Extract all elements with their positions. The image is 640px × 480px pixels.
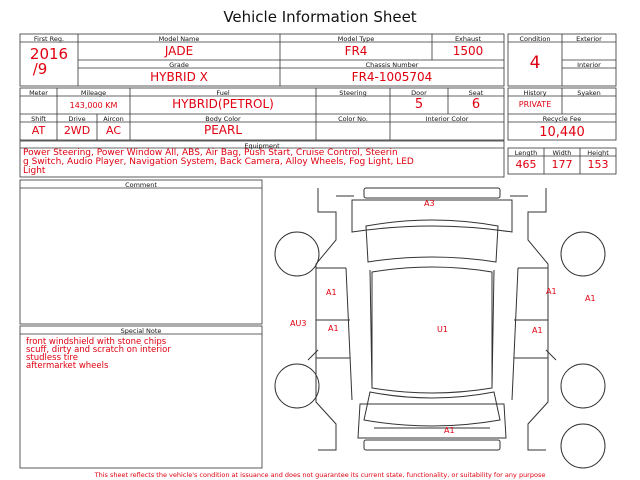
chassis-value: FR4-1005704	[351, 70, 433, 84]
fuel-value: HYBRID(PETROL)	[172, 97, 274, 111]
model-name-value: JADE	[164, 44, 194, 58]
equipment-line-3: Light	[23, 166, 46, 176]
model-type-label: Model Type	[337, 35, 375, 43]
recycle-fee-label: Recycle Fee	[542, 115, 582, 123]
condition-label: Condition	[519, 35, 551, 43]
wheel-left-rear	[275, 232, 319, 276]
first-reg-year: 2016	[29, 45, 69, 63]
width-value: 177	[551, 158, 573, 171]
seat-value: 6	[471, 97, 481, 112]
damage-mark-right-front-door: A1	[532, 326, 543, 335]
interior-color-label: Interior Color	[425, 115, 469, 123]
grade-value: HYBRID X	[150, 70, 208, 84]
equipment-line-1: Power Steering, Power Window All, ABS, Air Bag, Push Start, Cruise Control, Steerin	[23, 148, 398, 158]
damage-mark-rear: A3	[424, 199, 435, 208]
damage-mark-roof: U1	[437, 325, 448, 334]
fuel-label: Fuel	[216, 89, 230, 97]
exhaust-value: 1500	[452, 44, 484, 58]
exhaust-label: Exhaust	[454, 35, 482, 43]
recycle-fee-value: 10,440	[539, 125, 585, 140]
height-value: 153	[587, 158, 609, 171]
aircon-label: Aircon	[103, 115, 124, 123]
door-label: Door	[411, 89, 427, 97]
aircon-value: AC	[105, 124, 121, 137]
interior-label: Interior	[577, 61, 601, 69]
seat-label: Seat	[468, 89, 484, 97]
drive-label: Drive	[68, 115, 86, 123]
damage-mark-right-side: A1	[585, 294, 596, 303]
special-note-1: front windshield with stone chips	[26, 337, 167, 347]
chassis-label: Chassis Number	[365, 61, 419, 69]
condition-value: 4	[529, 53, 541, 73]
grade-label: Grade	[169, 61, 189, 69]
length-value: 465	[515, 158, 537, 171]
front-bumper	[364, 440, 500, 450]
damage-mark-left-rear-door: A1	[326, 288, 337, 297]
wheel-right-front	[561, 364, 605, 408]
door-value: 5	[414, 97, 424, 112]
spare-wheel	[561, 424, 605, 468]
shift-label: Shift	[31, 115, 46, 123]
damage-mark-right-rear-door: A1	[546, 287, 557, 296]
special-note-4: aftermarket wheels	[26, 361, 109, 371]
body-color-label: Body Color	[205, 115, 241, 123]
page-title: Vehicle Information Sheet	[223, 8, 417, 26]
history-value: PRIVATE	[518, 100, 552, 109]
shift-value: AT	[31, 124, 46, 137]
model-type-value: FR4	[344, 44, 368, 58]
equipment-label: Equipment	[244, 142, 280, 150]
steering-label: Steering	[339, 89, 367, 97]
length-label: Length	[514, 149, 538, 157]
damage-mark-left-side: AU3	[290, 319, 307, 328]
first-reg-label: First Reg.	[33, 35, 65, 43]
drive-value: 2WD	[63, 124, 91, 137]
damage-mark-front: A1	[444, 426, 455, 435]
special-note-label: Special Note	[120, 327, 162, 335]
wheel-left-front	[275, 364, 319, 408]
comment-label: Comment	[125, 181, 157, 189]
width-label: Width	[552, 149, 572, 157]
color-no-label: Color No.	[338, 115, 368, 123]
syaken-label: Syaken	[577, 89, 601, 97]
first-reg-month: /9	[32, 60, 48, 78]
model-name-label: Model Name	[158, 35, 200, 43]
special-note-2: scuff, dirty and scratch on interior	[26, 345, 171, 355]
body-color-value: PEARL	[203, 123, 243, 137]
history-label: History	[523, 89, 547, 97]
equipment-line-2: g Switch, Audio Player, Navigation System, Back Camera, Alloy Wheels, Fog Light, LED	[23, 157, 414, 167]
exterior-label: Exterior	[576, 35, 602, 43]
height-label: Height	[587, 149, 609, 157]
mileage-value: 143,000 KM	[69, 101, 118, 110]
wheel-right-rear	[561, 232, 605, 276]
special-note-3: studless tire	[26, 353, 78, 363]
meter-label: Meter	[29, 89, 48, 97]
footer-disclaimer: This sheet reflects the vehicle's condition at issuance and does not guarantee its current state, functionality, or suitability for any purpose	[94, 471, 546, 479]
mileage-label: Mileage	[80, 89, 107, 97]
rear-bumper	[364, 188, 500, 198]
damage-mark-left-front-door: A1	[328, 324, 339, 333]
